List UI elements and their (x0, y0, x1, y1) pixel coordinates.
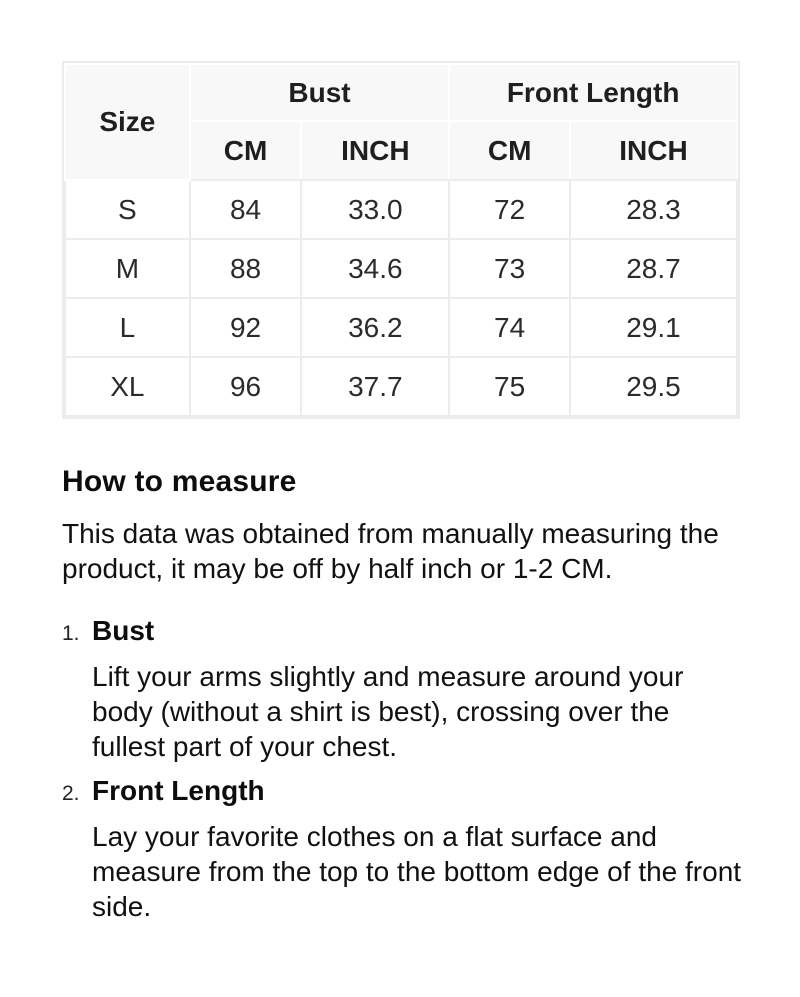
table-row (65, 298, 737, 357)
size-column-header: Size (65, 64, 190, 180)
table-row (65, 357, 737, 416)
front-length-cm-header: CM (449, 121, 570, 180)
table-row (65, 239, 737, 298)
list-item-title: Bust (92, 615, 155, 646)
front-length-cm-cell: 72 (449, 180, 570, 239)
front-length-inch-cell: 29.1 (570, 298, 737, 357)
how-to-measure-intro: This data was obtained from manually measuring the product, it may be off by half inch or 1-2 CM. (62, 518, 719, 584)
list-item-number: 2. (62, 782, 80, 805)
front-length-inch-cell: 28.7 (570, 239, 737, 298)
list-item-number: 1. (62, 622, 80, 645)
size-chart-table (64, 63, 738, 417)
bust-group-header: Bust (190, 64, 450, 121)
list-item-body (92, 774, 747, 924)
size-cell: XL (65, 357, 190, 416)
measure-instructions-list (62, 614, 740, 924)
front-length-inch-header: INCH (570, 121, 737, 180)
bust-inch-cell: 36.2 (301, 298, 449, 357)
bust-inch-header: INCH (301, 121, 449, 180)
front-length-inch-cell: 29.5 (570, 357, 737, 416)
bust-cm-cell: 96 (190, 357, 302, 416)
front-length-cm-cell: 73 (449, 239, 570, 298)
how-to-measure-heading: How to measure (62, 465, 297, 498)
bust-cm-header: CM (190, 121, 302, 180)
size-cell: L (65, 298, 190, 357)
front-length-cm-cell: 74 (449, 298, 570, 357)
list-item-description: Lay your favorite clothes on a flat surface and measure from the top to the bottom edge of the front side. (92, 821, 742, 922)
table-header-row-groups (65, 64, 737, 121)
size-cell: S (65, 180, 190, 239)
size-chart-table-wrap (62, 61, 740, 419)
front-length-cm-cell: 75 (449, 357, 570, 416)
bust-inch-cell: 33.0 (301, 180, 449, 239)
table-row (65, 180, 737, 239)
front-length-group-header: Front Length (449, 64, 737, 121)
list-item-title: Front Length (92, 775, 265, 806)
bust-cm-cell: 92 (190, 298, 302, 357)
list-item-description: Lift your arms slightly and measure around your body (without a shirt is best), crossing over the fullest part of your chest. (92, 661, 684, 762)
bust-inch-cell: 34.6 (301, 239, 449, 298)
bust-cm-cell: 84 (190, 180, 302, 239)
bust-cm-cell: 88 (190, 239, 302, 298)
list-item-bust (62, 614, 740, 764)
size-cell: M (65, 239, 190, 298)
front-length-inch-cell: 28.3 (570, 180, 737, 239)
list-item-body (92, 614, 747, 764)
bust-inch-cell: 37.7 (301, 357, 449, 416)
list-item-front-length (62, 774, 740, 924)
